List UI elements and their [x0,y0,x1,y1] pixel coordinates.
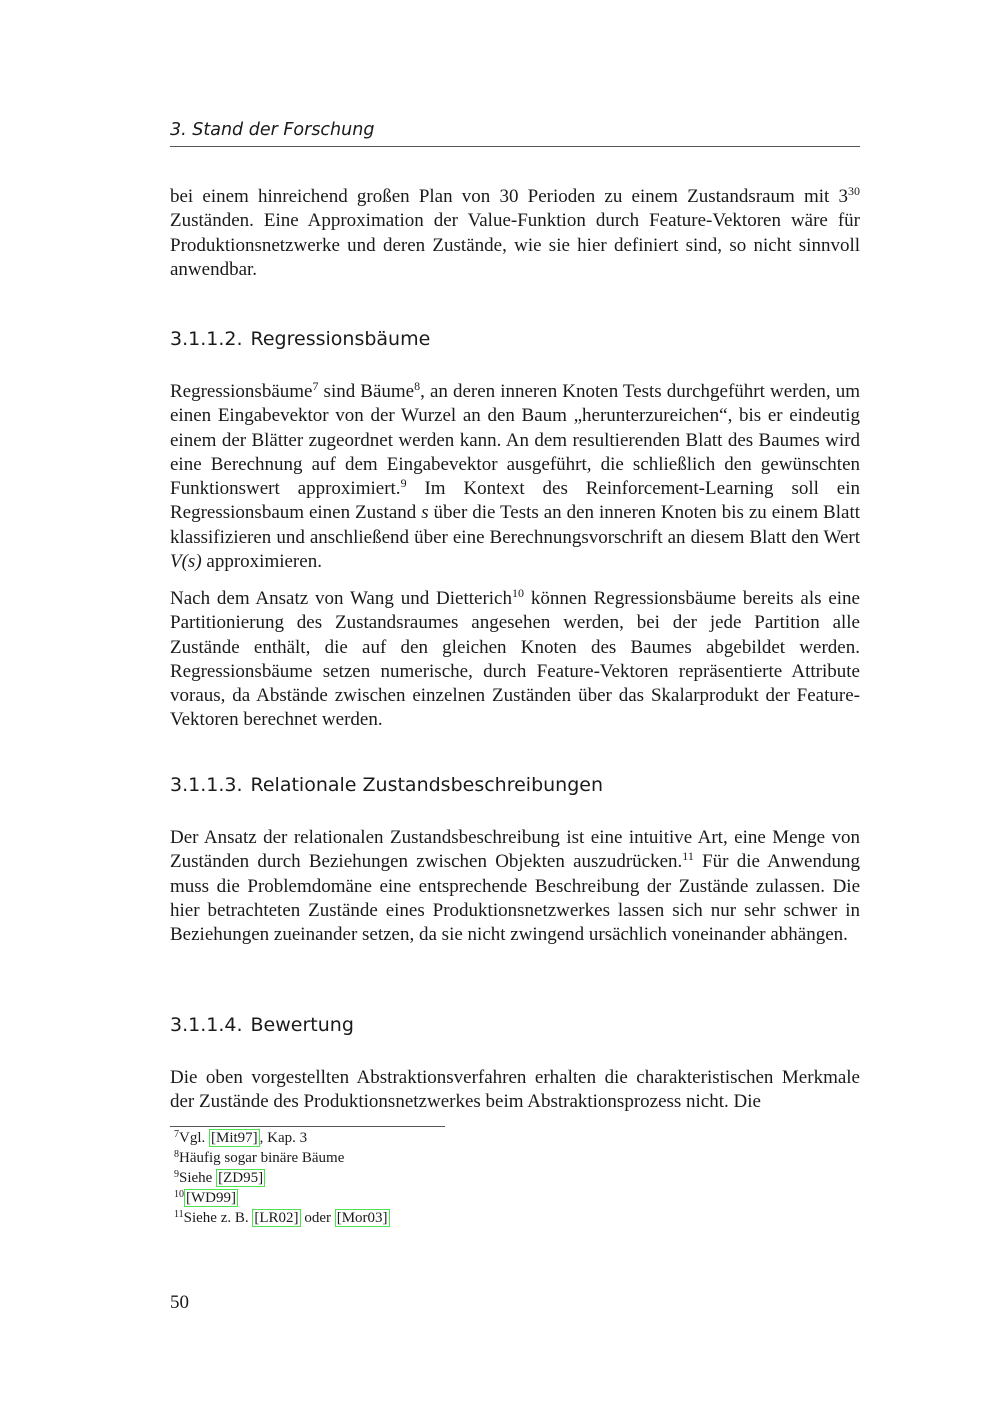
footnote-11 [174,1208,774,1228]
section-number: 3.1.1.2. [170,328,243,350]
text: Häufig sogar binäre Bäume [179,1150,345,1166]
footnote-number: 7 [174,1129,179,1140]
footnote-number: 9 [174,1169,179,1180]
footnote-10 [174,1188,774,1208]
text: über die Tests an den inneren Knoten bis zu einem Blatt klassifizieren und anschließend über eine Berechnungsvorschrift an diesem Blatt den Wert [170,502,861,548]
footnote-mark[interactable]: 7 [312,379,319,393]
paragraph-evaluation: Die oben vorgestellten Abstraktionsverfahren erhalten die charakteristischen Merkmale der Zustände des Produktionsnetzwerkes beim Abstraktionsprozess nicht. Die [170,1067,860,1113]
text: Nach dem Ansatz von Wang und Dietterich [170,588,512,609]
footnote-8 [174,1148,774,1168]
exponent: 30 [848,184,860,198]
footnote-9 [174,1168,774,1188]
section-title: Relationale Zustandsbeschreibungen [250,774,604,796]
running-head: 3. Stand der Forschung [170,120,860,147]
text: , Kap. 3 [259,1130,308,1146]
footnote-mark[interactable]: 11 [682,849,694,864]
text: können Regressionsbäume bereits als eine Partitionierung des Zustandsraumes angesehen werden, bei der jede Partition alle Zustände enthält, die auf den gleichen Knoten des Baumes abgebildet werden. Regressionsbäume setzen numerische, durch Feature-Vektoren repräsentierte Attribute voraus, da Abstände zwischen einzelnen Zuständen über das Skalarprodukt der Feature-Vektoren berechnet werden. [170,588,860,731]
citation-link[interactable]: [WD99] [186,1190,236,1206]
text: oder [300,1210,335,1226]
text: , an deren inneren Knoten Tests durchgeführt werden, um einen Eingabevektor von der Wurzel an den Baum „herunterzureichen“, bis er eindeutig einem der Blätter zugeordnet werden kann. An dem resultierenden Blatt des Baumes wird eine Berechnung auf dem Eingabevektor ausgeführt, die schließlich den gewünschten Funktionswert approximiert. [170,381,860,500]
section-heading-regressionsbaeume [170,328,860,350]
text: bei einem hinreichend großen Plan von 30 Perioden zu einem Zustandsraum mit 3 [170,186,848,207]
footnote-number: 10 [174,1189,184,1200]
section-number: 3.1.1.4. [170,1014,243,1036]
text: approximieren. [201,551,322,573]
paragraph-relational [170,826,860,947]
text: sind Bäume [318,381,415,402]
footnote-rule [170,1126,445,1127]
text: Im Kontext des Reinforcement-Learning soll ein Regressionsbaum einen Zustand [170,478,860,524]
footnote-7 [174,1128,774,1148]
text: Für die Anwendung muss die Problemdomäne eine entsprechende Beschreibung der Zustände zulassen. Die hier betrachteten Zustände eines Produktionsnetzwerkes lassen sich nur sehr schwer in Beziehungen zueinander setzen, da sie nicht zwingend ursächlich voneinander abhängen. [170,851,860,946]
math-expression: V(s) [170,551,202,573]
paragraph-regression-1 [170,380,860,574]
footnote-mark[interactable]: 9 [400,476,407,491]
section-title: Regressionsbäume [250,328,431,350]
text: Zuständen. Eine Approximation der Value-Funktion durch Feature-Vektoren wäre für Produktionsnetzwerke und deren Zustände, wie sie hier definiert sind, so nicht sinnvoll anwendbar. [170,210,860,280]
footnote-number: 11 [174,1209,184,1220]
citation-link[interactable]: [Mit97] [211,1130,258,1146]
footnote-mark[interactable]: 8 [414,379,421,393]
footnote-number: 8 [174,1149,179,1160]
text: Siehe z. B. [183,1210,253,1226]
text: Vgl. [179,1130,209,1146]
citation-link[interactable]: [Mor03] [336,1210,388,1226]
citation-link[interactable]: [ZD95] [218,1170,264,1186]
section-number: 3.1.1.3. [170,774,243,796]
footnotes [174,1128,774,1228]
page [170,0,860,1414]
text: Siehe [179,1170,217,1186]
page-number: 50 [170,1292,189,1313]
math-variable: s [421,502,429,524]
text: Der Ansatz der relationalen Zustandsbeschreibung ist eine intuitive Art, eine Menge von Zuständen durch Beziehungen zwischen Objekten auszudrücken. [170,827,860,873]
paragraph-intro [170,185,860,282]
section-heading-relationale [170,774,860,796]
footnote-mark[interactable]: 10 [512,586,524,600]
section-title: Bewertung [250,1014,354,1036]
section-heading-bewertung [170,1014,860,1036]
citation-link[interactable]: [LR02] [254,1210,299,1226]
text: Regressionsbäume [170,381,313,402]
paragraph-regression-2 [170,587,860,733]
